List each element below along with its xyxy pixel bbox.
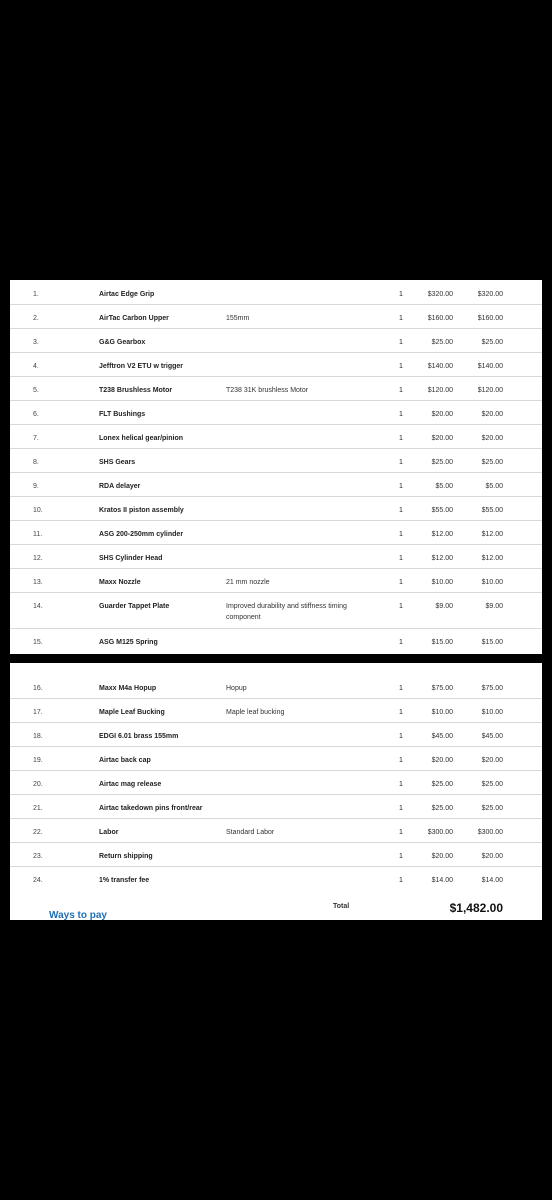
line-number: 21.: [33, 805, 43, 812]
item-quantity: 1: [399, 315, 403, 322]
item-name: RDA delayer: [99, 483, 141, 490]
item-quantity: 1: [399, 639, 403, 646]
line-number: 10.: [33, 507, 43, 514]
line-item-row: [10, 843, 542, 867]
line-number: 9.: [33, 483, 39, 490]
total-value: $1,482.00: [449, 901, 503, 915]
line-number: 22.: [33, 829, 43, 836]
item-quantity: 1: [399, 459, 403, 466]
item-quantity: 1: [399, 757, 403, 764]
line-item-row: [10, 425, 542, 449]
line-item-row: [10, 699, 542, 723]
line-number: 13.: [33, 579, 43, 586]
item-name: Guarder Tappet Plate: [99, 603, 170, 610]
ways-to-pay-link[interactable]: Ways to pay: [49, 910, 107, 920]
item-rate: $14.00: [431, 877, 453, 884]
item-rate: $12.00: [431, 555, 453, 562]
item-amount: $45.00: [481, 733, 503, 740]
item-amount: $5.00: [485, 483, 503, 490]
line-item-row: [10, 569, 542, 593]
item-description: Standard Labor: [226, 829, 275, 836]
item-amount: $55.00: [481, 507, 503, 514]
line-item-row: [10, 675, 542, 699]
item-name: Airtac Edge Grip: [99, 291, 155, 298]
line-number: 2.: [33, 315, 39, 322]
line-number: 12.: [33, 555, 43, 562]
item-amount: $160.00: [477, 315, 503, 322]
item-amount: $320.00: [477, 291, 503, 298]
item-name: Airtac back cap: [99, 757, 151, 764]
line-item-row: [10, 401, 542, 425]
item-description: Hopup: [226, 685, 247, 692]
item-description: 155mm: [226, 315, 250, 322]
item-rate: $120.00: [427, 387, 453, 394]
item-quantity: 1: [399, 363, 403, 370]
item-name: G&G Gearbox: [99, 339, 146, 346]
item-amount: $25.00: [481, 459, 503, 466]
item-rate: $10.00: [431, 579, 453, 586]
item-quantity: 1: [399, 291, 403, 298]
item-description: Improved durability and stiffness timing component: [226, 603, 347, 621]
line-number: 20.: [33, 781, 43, 788]
line-item-row: [10, 473, 542, 497]
item-quantity: 1: [399, 435, 403, 442]
item-name: Labor: [99, 829, 119, 836]
item-quantity: 1: [399, 507, 403, 514]
item-quantity: 1: [399, 387, 403, 394]
line-item-row: [10, 353, 542, 377]
item-amount: $20.00: [481, 435, 503, 442]
line-number: 19.: [33, 757, 43, 764]
item-quantity: 1: [399, 579, 403, 586]
line-item-row: [10, 329, 542, 353]
item-name: SHS Gears: [99, 459, 136, 466]
line-number: 14.: [33, 603, 43, 610]
line-item-row: [10, 281, 542, 305]
item-rate: $25.00: [431, 339, 453, 346]
line-item-row: [10, 795, 542, 819]
line-item-row: [10, 593, 542, 629]
item-amount: $15.00: [481, 639, 503, 646]
item-amount: $10.00: [481, 709, 503, 716]
item-quantity: 1: [399, 483, 403, 490]
line-number: 8.: [33, 459, 39, 466]
item-amount: $20.00: [481, 853, 503, 860]
item-name: ASG 200-250mm cylinder: [99, 531, 184, 538]
line-number: 7.: [33, 435, 39, 442]
line-item-row: [10, 819, 542, 843]
total-label: Total: [333, 903, 350, 910]
line-number: 5.: [33, 387, 39, 394]
item-name: Kratos II piston assembly: [99, 507, 184, 514]
item-name: Maple Leaf Bucking: [99, 709, 165, 716]
line-number: 16.: [33, 685, 43, 692]
item-rate: $320.00: [427, 291, 453, 298]
item-rate: $20.00: [431, 411, 453, 418]
line-number: 6.: [33, 411, 39, 418]
item-name: ASG M125 Spring: [99, 639, 158, 646]
item-amount: $20.00: [481, 757, 503, 764]
line-item-row: [10, 305, 542, 329]
item-rate: $9.00: [435, 603, 453, 610]
line-number: 23.: [33, 853, 43, 860]
item-quantity: 1: [399, 877, 403, 884]
item-description: T238 31K brushless Motor: [226, 387, 309, 394]
item-rate: $5.00: [435, 483, 453, 490]
line-number: 15.: [33, 639, 43, 646]
line-number: 18.: [33, 733, 43, 740]
item-name: FLT Bushings: [99, 411, 146, 418]
item-description: 21 mm nozzle: [226, 579, 270, 586]
item-name: AirTac Carbon Upper: [99, 315, 169, 322]
item-quantity: 1: [399, 339, 403, 346]
item-rate: $15.00: [431, 639, 453, 646]
item-rate: $20.00: [431, 757, 453, 764]
item-amount: $75.00: [481, 685, 503, 692]
item-description: Maple leaf bucking: [226, 709, 285, 716]
item-rate: $25.00: [431, 805, 453, 812]
item-amount: $12.00: [481, 531, 503, 538]
item-name: T238 Brushless Motor: [99, 387, 173, 394]
line-number: 11.: [33, 531, 43, 538]
item-amount: $25.00: [481, 339, 503, 346]
invoice-page-1: [10, 280, 542, 654]
item-amount: $9.00: [485, 603, 503, 610]
item-quantity: 1: [399, 829, 403, 836]
item-name: Maxx M4a Hopup: [99, 685, 157, 692]
item-quantity: 1: [399, 603, 403, 610]
item-name: SHS Cylinder Head: [99, 555, 163, 562]
item-name: Lonex helical gear/pinion: [99, 435, 184, 442]
item-amount: $300.00: [477, 829, 503, 836]
item-rate: $20.00: [431, 435, 453, 442]
invoice-page-2: [10, 663, 542, 920]
line-item-row: [10, 771, 542, 795]
line-number: 3.: [33, 339, 39, 346]
item-amount: $25.00: [481, 781, 503, 788]
line-item-row: [10, 545, 542, 569]
item-name: Airtac mag release: [99, 781, 162, 788]
item-rate: $300.00: [427, 829, 453, 836]
item-rate: $160.00: [427, 315, 453, 322]
item-quantity: 1: [399, 411, 403, 418]
item-name: Airtac takedown pins front/rear: [99, 805, 203, 812]
line-number: 1.: [33, 291, 39, 298]
item-amount: $10.00: [481, 579, 503, 586]
line-number: 24.: [33, 877, 43, 884]
line-item-row: [10, 747, 542, 771]
item-amount: $120.00: [477, 387, 503, 394]
item-rate: $45.00: [431, 733, 453, 740]
line-item-row: [10, 521, 542, 545]
line-item-row: [10, 497, 542, 521]
line-item-row: [10, 723, 542, 747]
item-quantity: 1: [399, 853, 403, 860]
item-rate: $20.00: [431, 853, 453, 860]
item-amount: $140.00: [477, 363, 503, 370]
item-rate: $25.00: [431, 781, 453, 788]
item-quantity: 1: [399, 685, 403, 692]
line-number: 17.: [33, 709, 43, 716]
item-quantity: 1: [399, 555, 403, 562]
item-amount: $20.00: [481, 411, 503, 418]
item-quantity: 1: [399, 781, 403, 788]
item-name: EDGI 6.01 brass 155mm: [99, 733, 179, 740]
item-rate: $12.00: [431, 531, 453, 538]
item-quantity: 1: [399, 733, 403, 740]
item-rate: $55.00: [431, 507, 453, 514]
item-name: 1% transfer fee: [99, 877, 150, 884]
item-amount: $14.00: [481, 877, 503, 884]
line-item-row: [10, 867, 542, 891]
line-item-row: [10, 449, 542, 473]
item-name: Return shipping: [99, 853, 153, 860]
item-quantity: 1: [399, 531, 403, 538]
item-name: Maxx Nozzle: [99, 579, 141, 586]
item-quantity: 1: [399, 805, 403, 812]
item-rate: $10.00: [431, 709, 453, 716]
item-rate: $75.00: [431, 685, 453, 692]
line-item-row: [10, 377, 542, 401]
item-rate: $25.00: [431, 459, 453, 466]
line-number: 4.: [33, 363, 39, 370]
line-item-row: [10, 629, 542, 653]
item-name: Jefftron V2 ETU w trigger: [99, 363, 184, 370]
item-amount: $12.00: [481, 555, 503, 562]
item-quantity: 1: [399, 709, 403, 716]
item-amount: $25.00: [481, 805, 503, 812]
item-rate: $140.00: [427, 363, 453, 370]
